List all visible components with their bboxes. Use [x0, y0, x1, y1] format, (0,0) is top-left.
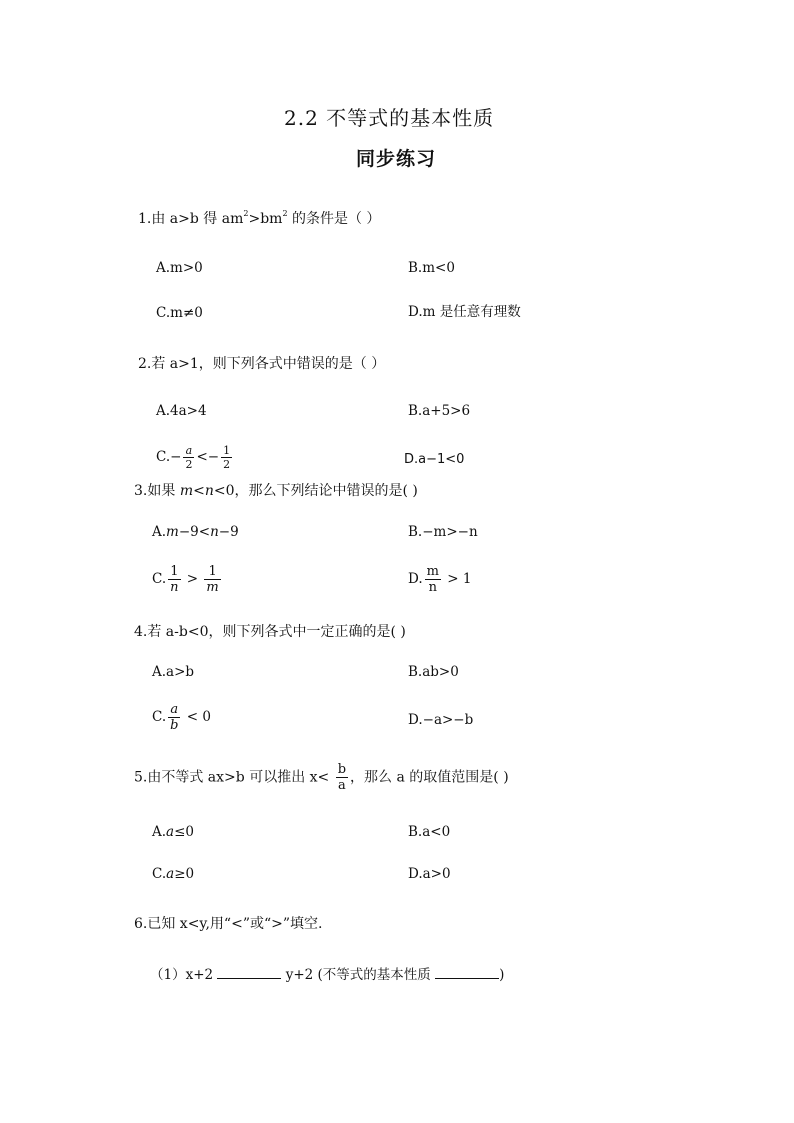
fraction-numerator: b [337, 762, 347, 777]
q5-option-c [152, 868, 194, 882]
q6-item-1 [150, 966, 504, 983]
fraction-numerator: a [185, 444, 193, 457]
q5-option-d: D.a>0 [408, 866, 451, 882]
q1-stem-part: 1.由 a>b 得 am [138, 211, 244, 227]
q5c-var: a [166, 866, 175, 882]
q3a-var: n [210, 524, 219, 540]
question-5-stem [134, 763, 509, 792]
page-subtitle: 同步练习 [356, 148, 437, 170]
q3-stem-part: 3.如果 [134, 483, 180, 499]
q1-option-c: C.m≠0 [156, 305, 203, 321]
q2c-text: C.− [156, 449, 182, 465]
fraction-denominator: m [206, 580, 219, 595]
q3a-var: m [166, 524, 179, 540]
q3-stem-part: <0，那么下列结论中错误的是( ) [213, 483, 418, 499]
q5c-text: C. [152, 866, 167, 882]
q3c-text: C. [152, 571, 167, 587]
q3-option-d [408, 565, 471, 594]
q3-option-a [152, 526, 239, 540]
fraction-numerator: 1 [208, 564, 217, 579]
fraction-denominator: n [170, 580, 179, 595]
q3-stem-part: < [193, 483, 205, 499]
fraction [183, 445, 194, 470]
fraction [221, 445, 232, 470]
q3a-text: −9 [218, 524, 239, 540]
q5-option-b: B.a<0 [408, 824, 451, 840]
q3c-text: > [182, 571, 203, 587]
q4-option-b: B.ab>0 [408, 664, 459, 680]
q3d-text: > 1 [442, 571, 472, 587]
q1-stem-part: 的条件是（ ） [287, 211, 381, 227]
fraction-numerator: 1 [170, 564, 179, 579]
q1-option-a: A.m>0 [156, 260, 203, 276]
q3-var: m [179, 483, 194, 499]
q3d-text: D. [408, 571, 423, 587]
q2-option-d: D.a−1<0 [404, 452, 465, 467]
page-title: 2.2 不等式的基本性质 [284, 106, 495, 130]
fraction-denominator: 2 [223, 458, 231, 471]
fraction-numerator: 1 [223, 444, 231, 457]
fraction-denominator: n [428, 580, 437, 595]
q3a-text: A. [152, 524, 167, 540]
q1-stem-part: >bm [248, 211, 283, 227]
q5a-text: A. [152, 824, 167, 840]
q2c-text: <− [196, 449, 220, 465]
question-3-stem [134, 484, 418, 498]
question-1-stem [138, 209, 381, 227]
q4-option-c [152, 703, 211, 732]
q1-superscript: 2 [243, 209, 249, 218]
q3a-text: −9< [178, 524, 211, 540]
q4c-text: C. [152, 709, 167, 725]
q6-item-text: ) [499, 967, 505, 983]
fraction-denominator: a [338, 778, 346, 793]
fraction [425, 565, 441, 594]
fraction [204, 565, 220, 594]
q1-option-b: B.m<0 [408, 260, 455, 276]
answer-blank[interactable] [217, 966, 281, 979]
question-6-stem: 6.已知 x<y,用“<”或“>”填空. [134, 916, 323, 932]
fraction-denominator: 2 [185, 458, 193, 471]
q5-option-a [152, 826, 194, 840]
fraction [168, 703, 180, 732]
question-4-stem: 4.若 a-b<0，则下列各式中一定正确的是( ) [134, 624, 406, 640]
q4-option-a: A.a>b [152, 664, 195, 680]
q2-option-a: A.4a>4 [156, 403, 207, 419]
q5a-var: a [166, 824, 175, 840]
q4c-text: < 0 [182, 709, 211, 725]
fraction [168, 565, 180, 594]
q3-option-b: B.−m>−n [408, 524, 478, 540]
q5a-text: ≤0 [174, 824, 195, 840]
q6-item-text: y+2 (不等式的基本性质 [281, 967, 436, 983]
fraction-numerator: m [426, 564, 439, 579]
answer-blank[interactable] [435, 966, 499, 979]
q5-stem-part: ，那么 a 的取值范围是( ) [350, 769, 509, 786]
q4-option-d: D.−a>−b [408, 712, 474, 728]
q3-var: n [204, 483, 214, 499]
q6-item-text: （1）x+2 [150, 967, 218, 983]
q2-option-c [156, 445, 234, 470]
q5c-text: ≥0 [174, 866, 195, 882]
fraction-numerator: a [170, 702, 179, 717]
fraction [336, 763, 348, 792]
q1-superscript: 2 [282, 209, 288, 218]
q2-option-b: B.a+5>6 [408, 403, 471, 419]
q5-stem-part: 5.由不等式 ax>b 可以推出 x< [134, 769, 334, 786]
fraction-denominator: b [170, 718, 179, 733]
q3-option-c [152, 565, 223, 594]
question-2-stem: 2.若 a>1，则下列各式中错误的是（ ） [138, 356, 386, 372]
q1-option-d: D.m 是任意有理数 [408, 304, 521, 320]
